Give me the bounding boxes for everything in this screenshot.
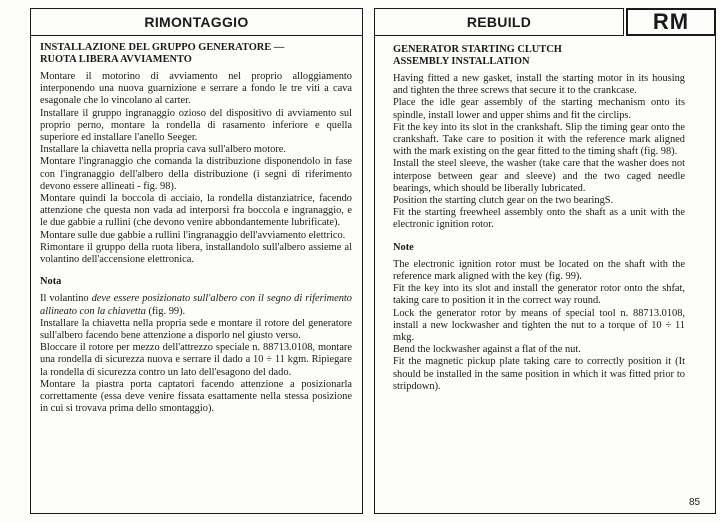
italian-note-paragraph: Installare la chiavetta nella propria sede e montare il rotore del generatore sull'albero facendo bene attenzione a disporlo nel giusto verso. (40, 317, 352, 342)
italian-paragraph: Montare quindi la boccola di acciaio, la rondella distanziatrice, facendo attenzione che questa non vada ad interporsi fra boccola e ingranaggio, e le due gabbie a rullini (che devono venire abbondantemente lubrificate). (40, 193, 352, 229)
english-note-title: Note (393, 241, 414, 253)
italian-note-paragraph: Bloccare il rotore per mezzo dell'attrezzo speciale n. 88713.0108, montare una rondella di sicurezza nuova e serrare il dado a 10 ÷ 11 kgm. Ripiegare la rondella di sicurezza contro un lato dell'esagono del dado. (40, 342, 352, 378)
english-note-paragraph: The electronic ignition rotor must be located on the shaft with the reference mark aligned with the key (fig. 99). (393, 258, 685, 283)
english-paragraph: Position the starting clutch gear on the two bearingS. (393, 195, 614, 207)
english-paragraph: Fit the starting freewheel assembly onto the shaft as a unit with the electronic ignition rotor. (393, 207, 685, 231)
italian-paragraph: Montare l'ingranaggio che comanda la distribuzione disponendolo in fase con l'ingranaggio dell'albero della distribuzione (i segni di riferimento devono essere allineati - fig. 98). (40, 156, 352, 192)
english-heading-line-2: ASSEMBLY INSTALLATION (393, 56, 530, 67)
italian-note-paragraph: Montare la piastra porta captatori facendo attenzione a posizionarla correttamente (essa deve venire fissata esattamente nella stessa posizione in cui si trovava prima dello smontaggio). (40, 378, 352, 415)
italian-note-intro (40, 293, 352, 317)
italian-paragraph: Installare la chiavetta nella propria cava sull'albero motore. (40, 144, 286, 156)
english-paragraph: Fit the key into its slot in the crankshaft. Slip the timing gear onto the crankshaft. Take care to position it with the reference mark aligned with the mark existing on the gear fitted to the timing shaft (fig. 98). (393, 121, 685, 158)
header-box-left (30, 8, 363, 36)
header-box-right (374, 8, 624, 36)
header-title-italian: RIMONTAGGIO (144, 14, 249, 30)
italian-paragraph: Montare il motorino di avviamento nel proprio alloggiamento interponendo una nuova guarnizione e serrare a fondo le tre viti a cava esagonale che lo vincolano al carter. (40, 71, 352, 107)
english-note-paragraph: Bend the lockwasher against a flat of the nut. (393, 344, 581, 356)
page-number: 85 (689, 497, 701, 508)
english-paragraph: Install the steel sleeve, the washer (take care that the washer does not interpose between gear and sleeve) and the two caged needle bearings, which should be liberally lubricated. (393, 158, 685, 194)
italian-note-title: Nota (40, 276, 62, 288)
italian-heading-line-2: RUOTA LIBERA AVVIAMENTO (40, 54, 192, 65)
english-note-paragraph: Fit the key into its slot and install the generator rotor onto the shfat, taking care to position it in the correct way round. (393, 283, 685, 307)
header-title-english: REBUILD (466, 14, 532, 30)
italian-paragraph: Installare il gruppo ingranaggio ozioso del dispositivo di avviamento sul proprio perno, montare la rondella di rasamento inferiore e quella superiore ed installare l'anello Seeger. (40, 107, 352, 144)
italian-note-text: Il volantino (40, 293, 92, 305)
italian-note-emphasis: deve essere posizionato sull'albero con il segno di riferimento allineato con la chiavetta (40, 293, 352, 317)
italian-column (40, 42, 352, 415)
english-note-paragraph: Lock the generator rotor by means of special tool n. 88713.0108, install a new lockwasher and tighten the nut to a torque of 10 ÷ 11 mkg. (393, 307, 685, 344)
english-heading-line-1: GENERATOR STARTING CLUTCH (393, 44, 562, 55)
english-paragraph: Having fitted a new gasket, install the starting motor in its housing and tighten the three screws that secure it to the crankcase. (393, 73, 685, 97)
section-code-box (626, 8, 716, 36)
english-paragraph: Place the idle gear assembly of the starting mechanism onto its spindle, install lower and upper shims and fit the circlips. (393, 97, 685, 121)
italian-note-figure-ref: (fig. 99). (145, 305, 186, 317)
italian-paragraph: Montare sulle due gabbie a rullini l'ingranaggio dell'avviamento elettrico. (40, 229, 346, 241)
italian-heading-line-1: INSTALLAZIONE DEL GRUPPO GENERATORE — (40, 42, 285, 53)
italian-paragraph: Rimontare il gruppo della ruota libera, installandolo sull'albero assieme al volantino dell'accensione elettronica. (40, 241, 352, 266)
section-code: RM (652, 9, 690, 34)
english-heading (393, 44, 685, 68)
italian-heading (40, 42, 352, 66)
english-note-paragraph: Fit the magnetic pickup plate taking care to correctly position it (It should be installed in the same position in which it was fitted prior to stripdown). (393, 356, 685, 392)
english-column (393, 44, 685, 393)
